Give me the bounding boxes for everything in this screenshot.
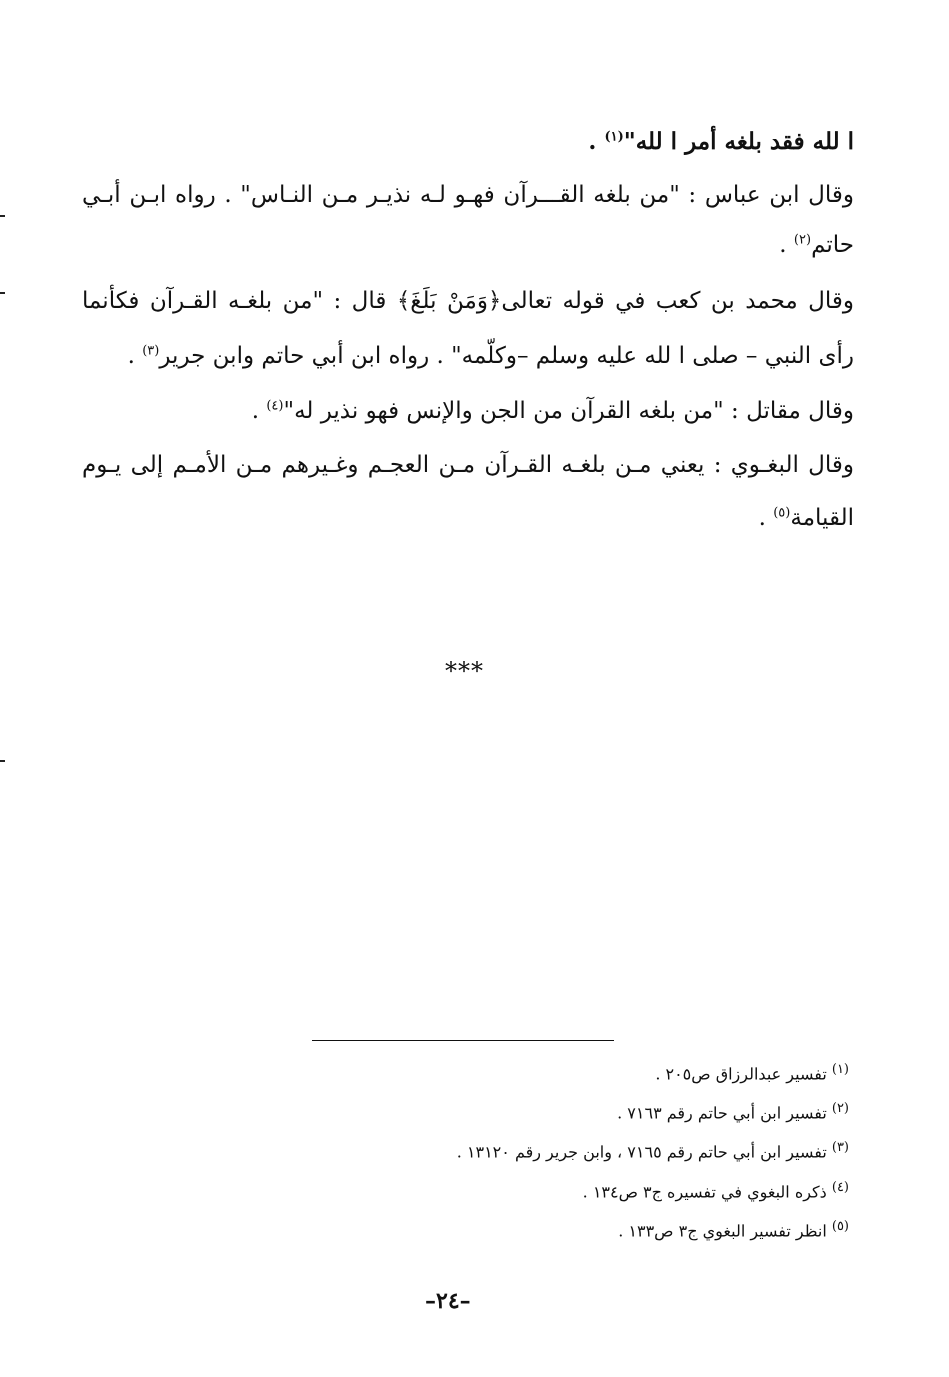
footnote-ref-4: (٤) bbox=[266, 398, 284, 414]
line1-text: ا لله فقد بلغه أمر ا لله" bbox=[623, 128, 854, 155]
footnote-text: انظر تفسير البغوي ج٣ ص١٣٣ . bbox=[618, 1221, 827, 1241]
paragraph-4 bbox=[252, 398, 854, 424]
section-separator: *** bbox=[445, 657, 484, 685]
para3-text-a: وقال محمد بن كعب في قوله تعالى﴿وَمَنْ بَلَغَ﴾ قال : "من بلغـه القـرآن فكأنما bbox=[82, 288, 854, 314]
footnote-2 bbox=[617, 1101, 849, 1122]
footnote-number: (٥) bbox=[831, 1219, 849, 1234]
para2-text-b: حاتم bbox=[811, 232, 854, 258]
para5-text-a: وقال البغـوي : يعني مـن بلغـه القـرآن مـن العجـم وغـيرهم مـن الأمـم إلى يـوم bbox=[82, 452, 854, 478]
margin-mark bbox=[0, 292, 5, 294]
para4-end: . bbox=[251, 398, 267, 424]
footnote-5 bbox=[618, 1219, 849, 1240]
text-line-1 bbox=[588, 128, 854, 155]
para2-end: . bbox=[779, 232, 794, 258]
footnote-ref-3: (٣) bbox=[142, 343, 160, 359]
footnote-number: (٣) bbox=[831, 1140, 849, 1155]
para2-text-a: وقال ابن عباس : "من بلغه القـــرآن فهـو لـه نذيـر مـن النـاس" . رواه ابـن أبـي bbox=[82, 182, 854, 208]
paragraph-5-line-b bbox=[759, 505, 854, 531]
para3-text-b: رأى النبي – صلى ا لله عليه وسلم –وكلّمه" . رواه ابن أبي حاتم وابن جرير bbox=[159, 343, 854, 369]
footnote-ref-2: (٢) bbox=[793, 232, 812, 248]
footnote-rule bbox=[312, 1040, 614, 1041]
footnote-4 bbox=[583, 1180, 849, 1201]
para5-text-b: القيامة bbox=[790, 505, 854, 531]
footnote-number: (٢) bbox=[831, 1101, 849, 1116]
footnote-text: تفسير ابن أبي حاتم رقم ٧١٦٥ ، وابن جرير رقم ١٣١٢٠ . bbox=[456, 1142, 827, 1162]
footnote-text: تفسير عبدالرزاق ص٢٠٥ . bbox=[655, 1064, 827, 1084]
para4-text: وقال مقاتل : "من بلغه القرآن من الجن والإنس فهو نذير له" bbox=[283, 398, 854, 424]
footnote-number: (٤) bbox=[831, 1180, 849, 1195]
margin-mark bbox=[0, 760, 5, 762]
footnote-text: ذكره البغوي في تفسيره ج٣ ص١٣٤ . bbox=[582, 1182, 827, 1202]
paragraph-2-line-b bbox=[779, 232, 854, 258]
paragraph-5-line-a bbox=[82, 452, 854, 478]
paragraph-3-line-a bbox=[82, 288, 854, 314]
footnote-text: تفسير ابن أبي حاتم رقم ٧١٦٣ . bbox=[617, 1103, 827, 1123]
footnote-3 bbox=[457, 1140, 849, 1161]
footnote-ref-1: (١) bbox=[604, 129, 624, 145]
line1-end: . bbox=[588, 128, 605, 155]
paragraph-2-line-a bbox=[82, 182, 854, 208]
para5-end: . bbox=[758, 505, 774, 531]
margin-mark bbox=[0, 215, 5, 217]
footnote-1 bbox=[655, 1062, 849, 1083]
footnote-number: (١) bbox=[831, 1062, 849, 1077]
footnote-ref-5: (٥) bbox=[773, 505, 791, 521]
paragraph-3-line-b bbox=[128, 343, 854, 369]
para3-end: . bbox=[127, 343, 143, 369]
page-number: –٢٤– bbox=[425, 1288, 471, 1314]
